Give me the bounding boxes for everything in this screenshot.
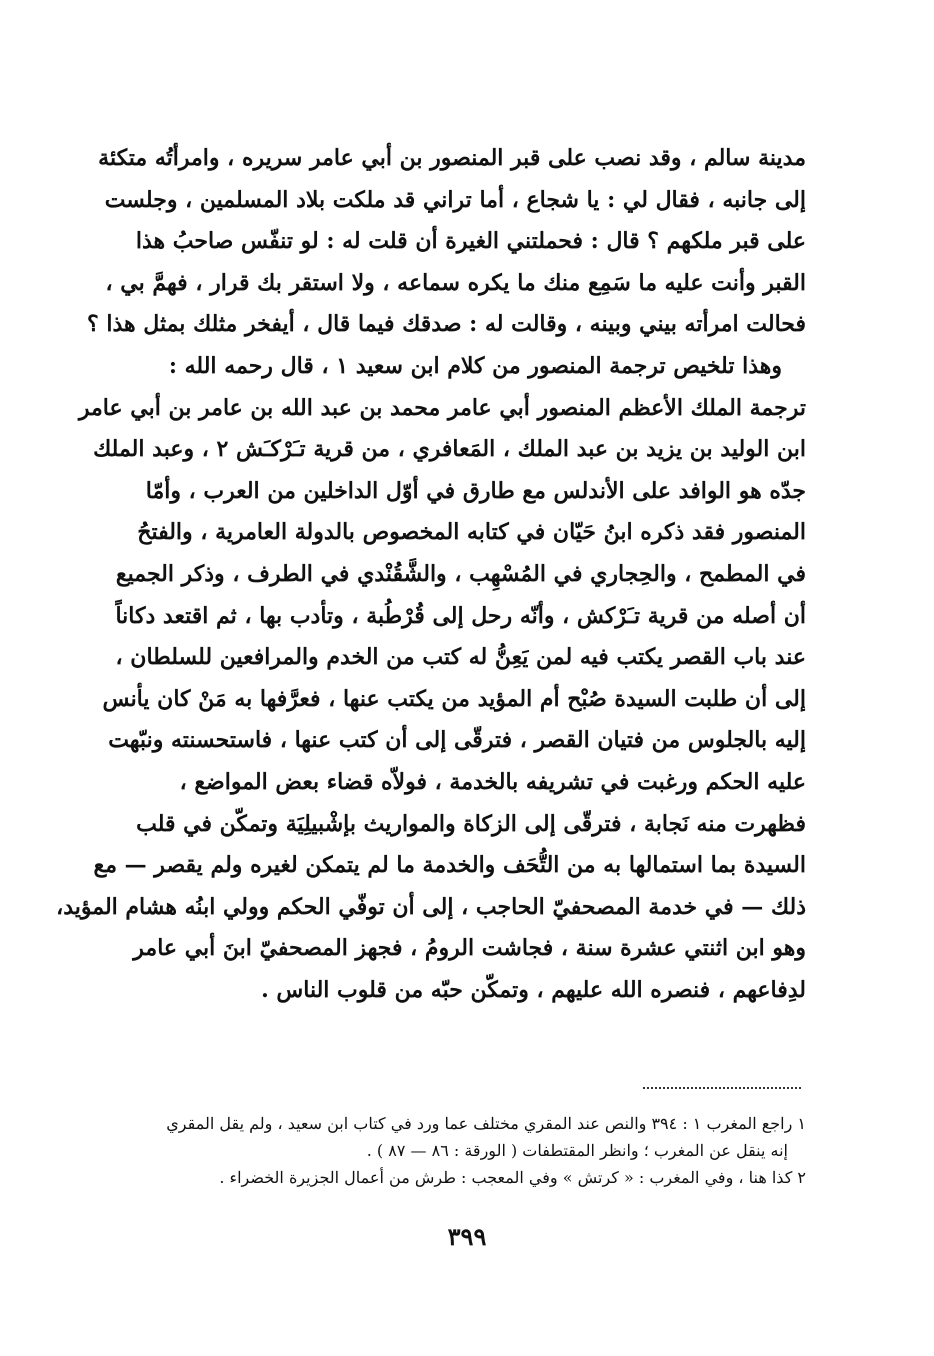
- page-number: ٣٩٩: [447, 1222, 487, 1251]
- text-line: السيدة بما استمالها به من التُّحَف والخدمة ما لم يتمكن لغيره ولم يقصر — مع: [93, 852, 806, 879]
- text-line: فحالت امرأته بيني وبينه ، وقالت له : صدقك فيما قال ، أيفخر مثلك بمثل هذا ؟: [87, 311, 806, 338]
- text-line: إلى أن طلبت السيدة صُبْح أم المؤيد من يكتب عنها ، فعرَّفها به مَنْ كان يأنس: [102, 685, 806, 712]
- footnotes-block: [130, 1110, 806, 1191]
- text-line: وهو ابن اثنتي عشرة سنة ، فجاشت الرومُ ، فجهز المصحفيّ ابنَ أبي عامر: [133, 935, 806, 962]
- text-line: لدِفاعهم ، فنصره الله عليهم ، وتمكّن حبّه من قلوب الناس .: [261, 976, 806, 1003]
- footnote-line: ١ راجع المغرب ١ : ٣٩٤ والنص عند المقري مختلف عما ورد في كتاب ابن سعيد ، ولم يقل المقري: [166, 1114, 806, 1133]
- text-line: ترجمة الملك الأعظم المنصور أبي عامر محمد بن عبد الله بن عامر بن أبي عامر: [78, 394, 806, 421]
- text-line: جدّه هو الوافد على الأندلس مع طارق في أوّل الداخلين من العرب ، وأمّا: [145, 477, 806, 504]
- text-line: وهذا تلخيص ترجمة المنصور من كلام ابن سعيد ١ ، قال رحمه الله :: [168, 352, 782, 379]
- text-line: المنصور فقد ذكره ابنُ حَيّان في كتابه المخصوص بالدولة العامرية ، والفتحُ: [137, 519, 806, 546]
- text-line: القبر وأنت عليه ما سَمِع منك ما يكره سماعه ، ولا استقر بك قرار ، فهمَّ بي ،: [105, 269, 806, 296]
- text-line: إلى جانبه ، فقال لي : يا شجاع ، أما تراني قد ملكت بلاد المسلمين ، وجلست: [104, 186, 806, 213]
- text-line: عند باب القصر يكتب فيه لمن يَعِنُّ له كتب من الخدم والمرافعين للسلطان ،: [115, 644, 806, 671]
- footnote-separator: [643, 1087, 801, 1089]
- text-line: إليه بالجلوس من فتيان القصر ، فترقّى إلى أن كتب عنها ، فاستحسنته ونبّهت: [108, 727, 806, 754]
- footnote-line: ٢ كذا هنا ، وفي المغرب : « كرتش » وفي المعجب : طرش من أعمال الجزيرة الخضراء .: [219, 1168, 806, 1187]
- main-text-block: [56, 138, 806, 1011]
- footnote-line: إنه ينقل عن المغرب ؛ وانظر المقتطفات ( الورقة : ٨٦ — ٨٧ ) .: [366, 1141, 788, 1160]
- text-line: على قبر ملكهم ؟ قال : فحملتني الغيرة أن قلت له : لو تنفّس صاحبُ هذا: [135, 228, 806, 255]
- text-line: ذلك — في خدمة المصحفيّ الحاجب ، إلى أن توفّي الحكم وولي ابنُه هشام المؤيد،: [56, 893, 806, 920]
- text-line: ابن الوليد بن يزيد بن عبد الملك ، المَعافري ، من قرية تـَرْكـَش ٢ ، وعبد الملك: [93, 436, 806, 463]
- text-line: أن أصله من قرية تـَرْكش ، وأنّه رحل إلى قُرْطُبة ، وتأدب بها ، ثم اقتعد دكاناً: [115, 602, 806, 629]
- text-line: في المطمح ، والحِجاري في المُسْهِب ، والشَّقُنْدي في الطرف ، وذكر الجميع: [115, 560, 806, 587]
- text-line: فظهرت منه نَجابة ، فترقّى إلى الزكاة والمواريث بإشْبيلِيَة وتمكّن في قلب: [136, 810, 806, 837]
- text-line: مدينة سالم ، وقد نصب على قبر المنصور بن أبي عامر سريره ، وامرأتُه متكئة: [98, 145, 806, 171]
- text-line: عليه الحكم ورغبت في تشريفه بالخدمة ، فولاّه قضاء بعض المواضع ،: [179, 768, 806, 795]
